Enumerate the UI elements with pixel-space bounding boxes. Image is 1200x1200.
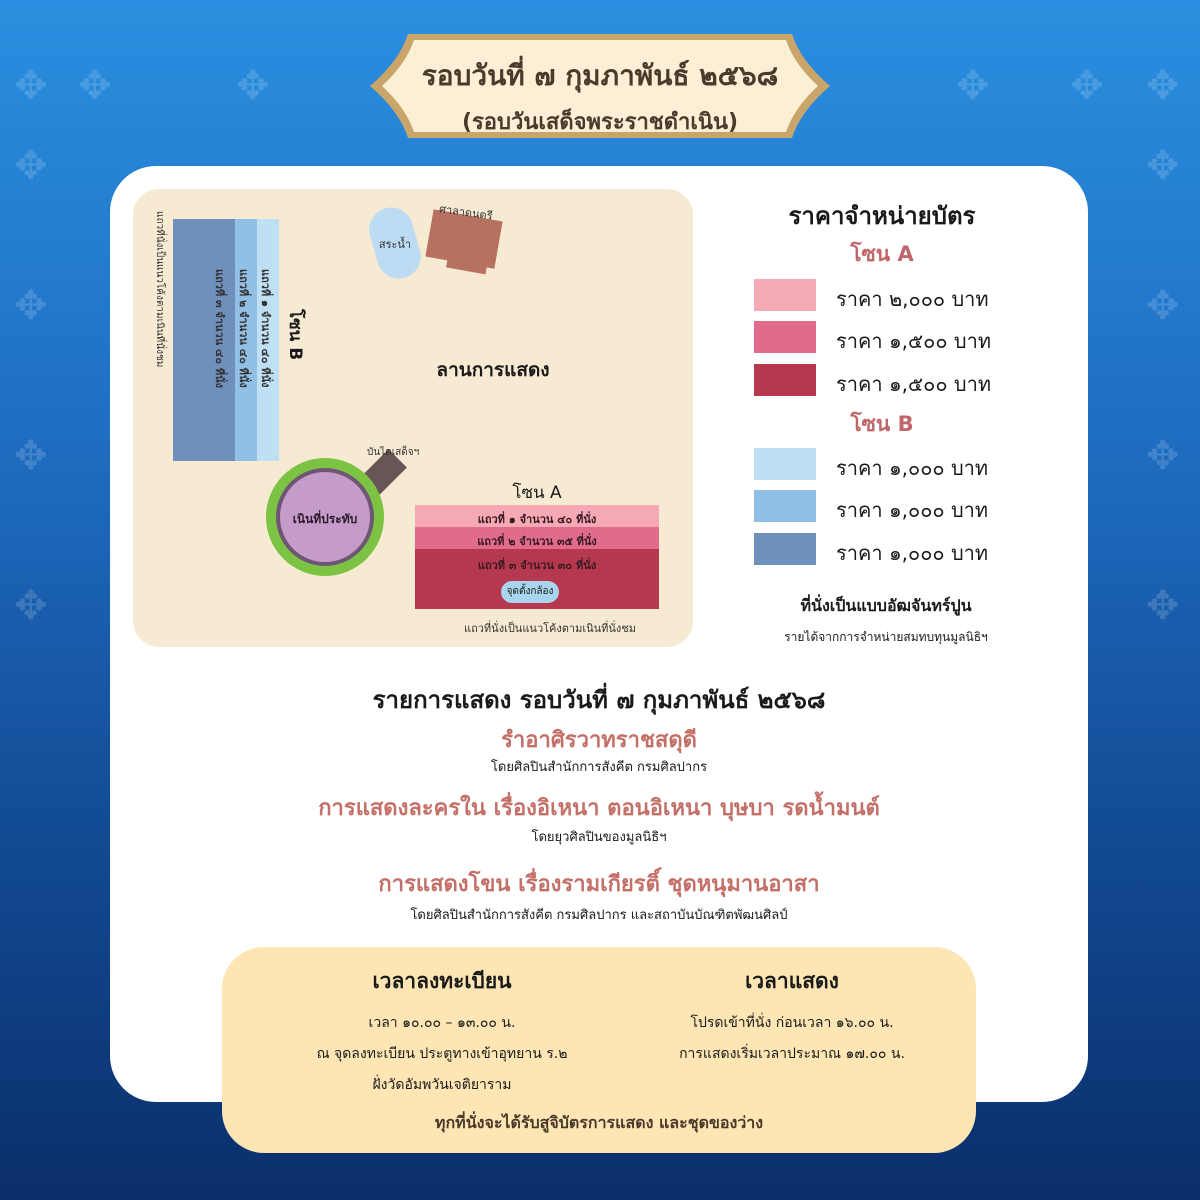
royal-mound-label: เนินที่ประทับ xyxy=(292,512,358,526)
zone-a-row-2-label: แถวที่ ๒ จำนวน ๓๕ ที่นั่ง xyxy=(477,535,597,548)
stairs-label: บันไดเสด็จฯ xyxy=(367,447,420,458)
price-zone-a-title: โซน A xyxy=(850,242,914,266)
thai-pattern-icon: ✥ xyxy=(1146,63,1180,109)
act-2-performer: โดยยุวศิลปินของมูลนิธิฯ xyxy=(531,830,667,845)
show-time-line: โปรดเข้าที่นั่ง ก่อนเวลา ๑๖.๐๐ น. xyxy=(690,1015,894,1031)
thai-pattern-icon: ✥ xyxy=(1146,143,1180,189)
map-bottom-note: แถวที่นั่งเป็นแนวโค้งตามเนินที่นั่งชม xyxy=(464,622,636,635)
thai-pattern-icon: ✥ xyxy=(14,63,48,109)
registration-line: เวลา ๑๐.๐๐ – ๑๓.๐๐ น. xyxy=(368,1015,516,1031)
act-3-title: การแสดงโขน เรื่องรามเกียรติ์ ชุดหนุมานอาสา xyxy=(378,872,820,897)
price-swatch-b1 xyxy=(754,448,816,480)
pavilion-label: ศาลาดนตรี xyxy=(438,202,494,223)
zone-a-label: โซน A xyxy=(512,483,562,503)
thai-pattern-icon: ✥ xyxy=(14,143,48,189)
price-swatch-a1 xyxy=(754,279,816,311)
price-swatch-a2 xyxy=(754,321,816,353)
page-subtitle: (รอบวันเสด็จพระราชดำเนิน) xyxy=(461,110,739,135)
header-banner xyxy=(368,30,832,142)
price-a3: ราคา ๑,๕๐๐ บาท xyxy=(836,372,992,396)
registration-line: ณ จุดลงทะเบียน ประตูทางเข้าอุทยาน ร.๒ xyxy=(316,1046,568,1062)
thai-pattern-icon: ✥ xyxy=(1146,283,1180,329)
price-b2: ราคา ๑,๐๐๐ บาท xyxy=(836,498,989,522)
price-title: ราคาจำหน่ายบัตร xyxy=(788,202,976,230)
seat-type-note: ที่นั่งเป็นแบบอัฒจันทร์ปูน xyxy=(800,596,972,615)
stage-label: ลานการแสดง xyxy=(436,359,550,381)
zone-a-row-3-label: แถวที่ ๓ จำนวน ๓๐ ที่นั่ง xyxy=(477,559,597,572)
show-time-line: การแสดงเริ่มเวลาประมาณ ๑๗.๐๐ น. xyxy=(679,1046,905,1062)
pool-label: สระน้ำ xyxy=(378,238,412,251)
seating-map xyxy=(133,189,693,647)
price-a2: ราคา ๑,๕๐๐ บาท xyxy=(836,329,992,353)
thai-pattern-icon: ✥ xyxy=(236,63,270,109)
page-title: รอบวันที่ ๗ กุมภาพันธ์ ๒๕๖๘ xyxy=(421,59,779,92)
thai-pattern-icon: ✥ xyxy=(14,583,48,629)
program-title: รายการแสดง รอบวันที่ ๗ กุมภาพันธ์ ๒๕๖๘ xyxy=(372,686,826,714)
price-swatch-b2 xyxy=(754,490,816,522)
price-swatch-b3 xyxy=(754,533,816,565)
thai-pattern-icon: ✥ xyxy=(1146,433,1180,479)
zone-b-label: โซน B xyxy=(285,309,305,361)
act-1-performer: โดยศิลปินสำนักการสังคีต กรมศิลปากร xyxy=(490,760,708,775)
price-a1: ราคา ๒,๐๐๐ บาท xyxy=(836,287,989,311)
act-2-title: การแสดงละครใน เรื่องอิเหนา ตอนอิเหนา บุษบา รดน้ำมนต์ xyxy=(318,796,880,821)
thai-pattern-icon: ✥ xyxy=(1146,583,1180,629)
price-b1: ราคา ๑,๐๐๐ บาท xyxy=(836,456,989,480)
price-b3: ราคา ๑,๐๐๐ บาท xyxy=(836,541,989,565)
thai-pattern-icon: ✥ xyxy=(956,63,990,109)
registration-line: ฝั่งวัดอัมพวันเจติยาราม xyxy=(372,1077,512,1093)
thai-pattern-icon: ✥ xyxy=(1070,63,1104,109)
act-3-performer: โดยศิลปินสำนักการสังคีต กรมศิลปากร และสถาบันบัณฑิตพัฒนศิลป์ xyxy=(410,908,788,923)
souvenir-note: ทุกที่นั่งจะได้รับสูจิบัตรการแสดง และชุดของว่าง xyxy=(434,1113,764,1132)
registration-title: เวลาลงทะเบียน xyxy=(372,969,512,993)
show-time-title: เวลาแสดง xyxy=(745,969,839,993)
zone-b-row-3-label: แถวที่ ๓ จำนวน ๔๐ ที่นั่ง xyxy=(213,269,226,389)
zone-b-side-note: แถวที่นั่งเป็นแนวโค้งตามเนินที่นั่งชม xyxy=(154,211,165,368)
act-1-title: รำอาศิรวาทราชสดุดี xyxy=(501,728,697,753)
price-zone-b-title: โซน B xyxy=(850,412,914,436)
camera-spot-label: จุดตั้งกล้อง xyxy=(501,581,559,603)
thai-pattern-icon: ✥ xyxy=(14,283,48,329)
zone-b-row-1-label: แถวที่ ๑ จำนวน ๔๐ ที่นั่ง xyxy=(259,269,272,388)
thai-pattern-icon: ✥ xyxy=(14,433,48,479)
thai-pattern-icon: ✥ xyxy=(78,63,112,109)
zone-b-row-2-label: แถวที่ ๒ จำนวน ๔๐ ที่นั่ง xyxy=(237,269,250,388)
price-swatch-a3 xyxy=(754,364,816,396)
zone-a-row-1-label: แถวที่ ๑ จำนวน ๔๐ ที่นั่ง xyxy=(477,513,597,526)
income-note: รายได้จากการจำหน่ายสมทบทุนมูลนิธิฯ xyxy=(784,630,988,644)
registration-column xyxy=(222,965,662,1101)
show-time-column xyxy=(632,965,952,1070)
schedule-info-box xyxy=(222,947,976,1153)
